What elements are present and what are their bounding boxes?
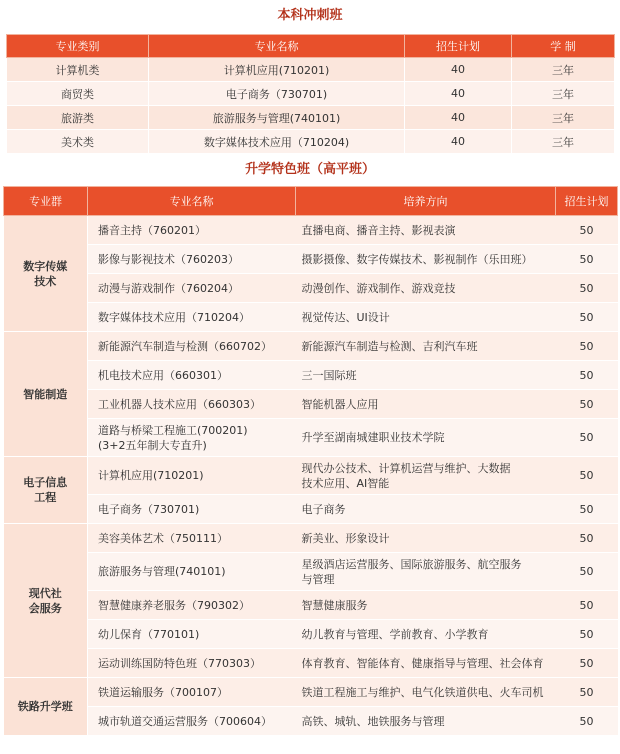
table2-row: [4, 707, 618, 736]
table2-header-major: 专业名称: [88, 187, 296, 216]
table2-plan-cell: 50: [556, 707, 618, 736]
table2-row: [4, 274, 618, 303]
table2-major-cell: 新能源汽车制造与检测（660702）: [88, 332, 296, 361]
table2-direction-cell: 幼儿教育与管理、学前教育、小学教育: [296, 620, 556, 649]
table2-row: [4, 649, 618, 678]
table2-row: [4, 495, 618, 524]
table1-duration-cell: 三年: [512, 82, 615, 106]
table1-major-cell: 数字媒体技术应用（710204): [149, 130, 405, 154]
table1-header-duration: 学 制: [512, 35, 615, 58]
table2-direction-cell: 现代办公技术、计算机运营与维护、大数据 技术应用、AI智能: [296, 457, 556, 495]
table2-direction-cell: 体育教育、智能体育、健康指导与管理、社会体育: [296, 649, 556, 678]
table2-direction-cell: 智慧健康服务: [296, 591, 556, 620]
table1-title: 本科冲刺班: [277, 8, 343, 23]
table2-plan-cell: 50: [556, 419, 618, 457]
table2-major-cell: 美容美体艺术（750111）: [88, 524, 296, 553]
table2-plan-cell: 50: [556, 390, 618, 419]
table2-direction-cell: 电子商务: [296, 495, 556, 524]
table2-row: [4, 591, 618, 620]
table2-group-cell: 现代社 会服务: [4, 524, 88, 678]
table2-direction-cell: 星级酒店运营服务、国际旅游服务、航空服务 与管理: [296, 553, 556, 591]
table2-major-cell: 铁道运输服务（700107）: [88, 678, 296, 707]
table2-direction-cell: 铁道工程施工与维护、电气化铁道供电、火车司机: [296, 678, 556, 707]
table2-major-cell: 城市轨道交通运营服务（700604）: [88, 707, 296, 736]
table2-direction-cell: 直播电商、播音主持、影视表演: [296, 216, 556, 245]
table2-header-direction: 培养方向: [296, 187, 556, 216]
table2-plan-cell: 50: [556, 678, 618, 707]
table1-header-category: 专业类别: [7, 35, 149, 58]
table2-plan-cell: 50: [556, 361, 618, 390]
table2-major-cell: 工业机器人技术应用（660303）: [88, 390, 296, 419]
table1-row: [7, 58, 615, 82]
table1-header-major: 专业名称: [149, 35, 405, 58]
table2-row: [4, 419, 618, 457]
table2-header-group: 专业群: [4, 187, 88, 216]
table2-row: [4, 332, 618, 361]
table1-header-plan: 招生计划: [405, 35, 512, 58]
table2-direction-cell: 动漫创作、游戏制作、游戏竞技: [296, 274, 556, 303]
table1-duration-cell: 三年: [512, 106, 615, 130]
table2-direction-cell: 升学至湖南城建职业技术学院: [296, 419, 556, 457]
table2-plan-cell: 50: [556, 332, 618, 361]
table2-major-cell: 机电技术应用（660301）: [88, 361, 296, 390]
table2-major-cell: 道路与桥梁工程施工(700201) (3+2五年制大专直升): [88, 419, 296, 457]
table2-row: [4, 553, 618, 591]
table2-direction-cell: 三一国际班: [296, 361, 556, 390]
table1-body: [7, 58, 615, 154]
table2-major-cell: 旅游服务与管理(740101): [88, 553, 296, 591]
table2-plan-cell: 50: [556, 620, 618, 649]
table2-group-cell: 数字传媒 技术: [4, 216, 88, 332]
table1-major-cell: 电子商务（730701): [149, 82, 405, 106]
table1-category-cell: 商贸类: [7, 82, 149, 106]
table1-category-cell: 美术类: [7, 130, 149, 154]
table2-major-cell: 播音主持（760201）: [88, 216, 296, 245]
table2-row: [4, 620, 618, 649]
table1-category-cell: 旅游类: [7, 106, 149, 130]
table2-header-plan: 招生计划: [556, 187, 618, 216]
table1-row: [7, 106, 615, 130]
table2-major-cell: 幼儿保育（770101): [88, 620, 296, 649]
table2-direction-cell: 新能源汽车制造与检测、吉利汽车班: [296, 332, 556, 361]
table2-direction-cell: 视觉传达、UI设计: [296, 303, 556, 332]
table2-row: [4, 390, 618, 419]
table2-plan-cell: 50: [556, 245, 618, 274]
table2-group-cell: 智能制造: [4, 332, 88, 457]
table1-header-row: [7, 35, 615, 58]
table2-row: [4, 216, 618, 245]
table1-major-cell: 计算机应用(710201): [149, 58, 405, 82]
table2-major-cell: 影像与影视技术（760203）: [88, 245, 296, 274]
table2-row: [4, 678, 618, 707]
table1-plan-cell: 40: [405, 58, 512, 82]
table2-row: [4, 303, 618, 332]
table2-major-cell: 智慧健康养老服务（790302）: [88, 591, 296, 620]
table1-undergraduate-sprint: [6, 34, 615, 154]
table1-duration-cell: 三年: [512, 58, 615, 82]
table2-header-row: [4, 187, 618, 216]
table1-major-cell: 旅游服务与管理(740101): [149, 106, 405, 130]
table2-major-cell: 电子商务（730701): [88, 495, 296, 524]
table2-group-cell: 铁路升学班: [4, 678, 88, 736]
table1-category-cell: 计算机类: [7, 58, 149, 82]
table2-row: [4, 524, 618, 553]
table2-direction-cell: 高铁、城轨、地铁服务与管理: [296, 707, 556, 736]
table2-title: 升学特色班（高平班）: [244, 162, 375, 177]
table2-direction-cell: 新美业、形象设计: [296, 524, 556, 553]
table2-plan-cell: 50: [556, 524, 618, 553]
table2-major-cell: 计算机应用(710201): [88, 457, 296, 495]
table2-plan-cell: 50: [556, 216, 618, 245]
table2-group-cell: 电子信息 工程: [4, 457, 88, 524]
table1-plan-cell: 40: [405, 130, 512, 154]
table2-row: [4, 361, 618, 390]
table2-body: [4, 216, 618, 736]
table2-plan-cell: 50: [556, 591, 618, 620]
table2-plan-cell: 50: [556, 649, 618, 678]
table2-plan-cell: 50: [556, 553, 618, 591]
table2-direction-cell: 摄影摄像、数字传媒技术、影视制作（乐田班）: [296, 245, 556, 274]
table2-row: [4, 457, 618, 495]
table2-plan-cell: 50: [556, 457, 618, 495]
table2-plan-cell: 50: [556, 274, 618, 303]
table2-feature-classes: [3, 186, 618, 736]
table1-row: [7, 82, 615, 106]
table1-plan-cell: 40: [405, 106, 512, 130]
table1-duration-cell: 三年: [512, 130, 615, 154]
table2-major-cell: 数字媒体技术应用（710204）: [88, 303, 296, 332]
table2-direction-cell: 智能机器人应用: [296, 390, 556, 419]
table2-row: [4, 245, 618, 274]
table2-major-cell: 动漫与游戏制作（760204）: [88, 274, 296, 303]
table2-plan-cell: 50: [556, 303, 618, 332]
table1-row: [7, 130, 615, 154]
table1-plan-cell: 40: [405, 82, 512, 106]
table2-major-cell: 运动训练国防特色班（770303）: [88, 649, 296, 678]
table2-plan-cell: 50: [556, 495, 618, 524]
